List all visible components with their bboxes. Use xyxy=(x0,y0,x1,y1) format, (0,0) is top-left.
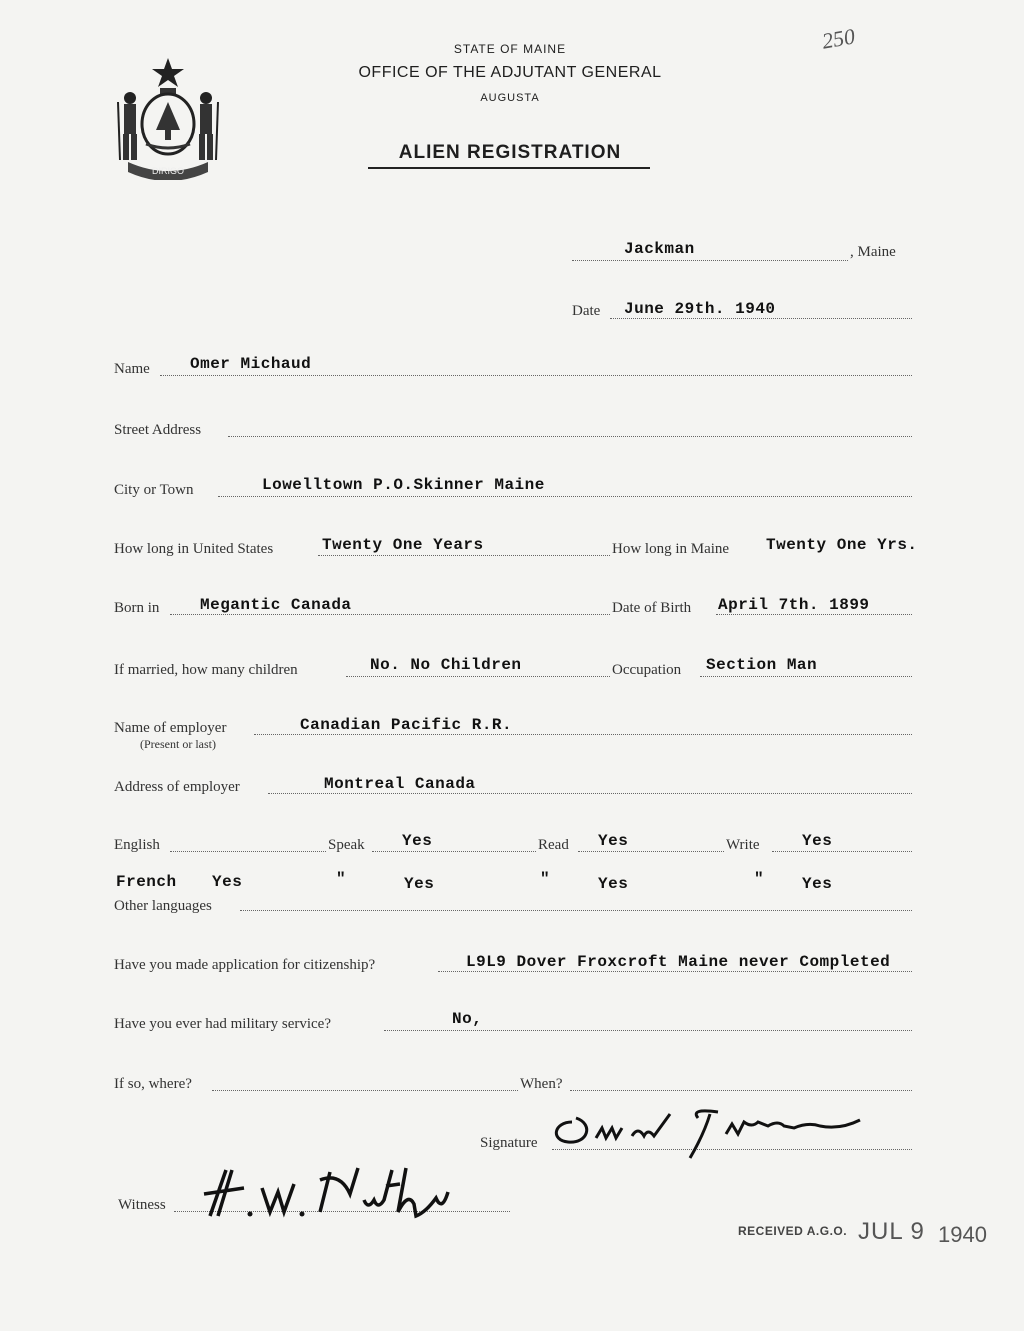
how-long-maine-label: How long in Maine xyxy=(612,541,730,557)
english-write-value: Yes xyxy=(802,832,833,850)
dob-label: Date of Birth xyxy=(612,600,692,616)
ditto-mark-write: " xyxy=(754,870,765,888)
other-speak-value: Yes xyxy=(404,875,435,893)
other-write-value: Yes xyxy=(802,875,833,893)
born-in-value: Megantic Canada xyxy=(200,596,352,614)
received-stamp-year: 1940 xyxy=(938,1222,987,1247)
english-write-label: Write xyxy=(726,837,760,853)
form-title: ALIEN REGISTRATION xyxy=(398,142,622,163)
place-value: Jackman xyxy=(624,240,695,258)
name-label: Name xyxy=(114,361,150,377)
how-long-maine-value: Twenty One Yrs. xyxy=(766,536,918,554)
employer-sublabel: (Present or last) xyxy=(140,737,216,751)
employer-value: Canadian Pacific R.R. xyxy=(300,716,513,734)
title-underline xyxy=(368,167,650,169)
born-in-label: Born in xyxy=(114,600,160,616)
received-stamp-date: JUL 9 xyxy=(858,1218,925,1245)
other-language-name: French xyxy=(116,873,177,891)
ditto-mark-read: " xyxy=(540,870,551,888)
where-label: If so, where? xyxy=(114,1076,192,1092)
received-stamp-label: RECEIVED A.G.O. xyxy=(738,1224,848,1238)
seal-motto: DIRIGO xyxy=(151,166,185,176)
header-city: AUGUSTA xyxy=(480,92,540,104)
witness-handwriting xyxy=(196,1160,476,1222)
signature-label: Signature xyxy=(480,1135,538,1151)
english-speak-label: Speak xyxy=(328,837,365,853)
citizenship-label: Have you made application for citizenship? xyxy=(114,957,376,973)
english-speak-value: Yes xyxy=(402,832,433,850)
children-value: No. No Children xyxy=(370,656,522,674)
date-value: June 29th. 1940 xyxy=(624,300,776,318)
city-value: Lowelltown P.O.Skinner Maine xyxy=(262,476,545,494)
citizenship-value: L9L9 Dover Froxcroft Maine never Completed xyxy=(466,953,891,971)
maine-state-seal-icon xyxy=(108,52,228,180)
english-read-value: Yes xyxy=(598,832,629,850)
city-label: City or Town xyxy=(114,482,194,498)
how-long-us-label: How long in United States xyxy=(114,541,274,557)
english-label: English xyxy=(114,837,160,853)
ditto-mark-speak: " xyxy=(336,870,347,888)
english-read-label: Read xyxy=(538,837,569,853)
military-value: No, xyxy=(452,1010,483,1028)
name-value: Omer Michaud xyxy=(190,355,312,373)
place-suffix: , Maine xyxy=(850,244,896,260)
occupation-value: Section Man xyxy=(706,656,818,674)
how-long-us-value: Twenty One Years xyxy=(322,536,484,554)
dob-value: April 7th. 1899 xyxy=(718,596,870,614)
header-state: STATE OF MAINE xyxy=(453,42,567,56)
header-office: OFFICE OF THE ADJUTANT GENERAL xyxy=(358,64,662,81)
street-label: Street Address xyxy=(114,422,202,438)
signature-handwriting xyxy=(548,1104,878,1164)
employer-address-label: Address of employer xyxy=(114,779,240,795)
other-languages-label: Other languages xyxy=(114,898,212,914)
military-label: Have you ever had military service? xyxy=(114,1016,331,1032)
other-language-value: Yes xyxy=(212,873,243,891)
employer-address-value: Montreal Canada xyxy=(324,775,476,793)
date-label: Date xyxy=(572,303,601,319)
corner-note: 250 xyxy=(819,23,857,54)
employer-label: Name of employer xyxy=(114,720,227,736)
when-label: When? xyxy=(520,1076,563,1092)
occupation-label: Occupation xyxy=(612,662,682,678)
other-read-value: Yes xyxy=(598,875,629,893)
children-label: If married, how many children xyxy=(114,662,298,678)
witness-label: Witness xyxy=(118,1197,166,1213)
